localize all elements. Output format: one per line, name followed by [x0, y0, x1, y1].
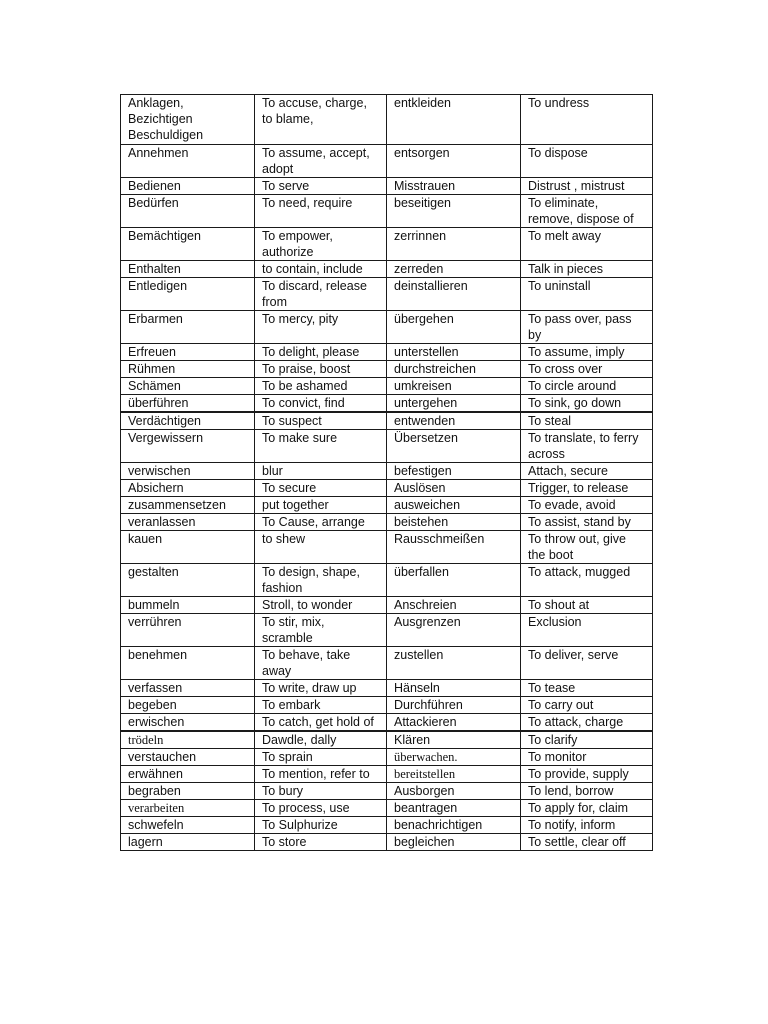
cell-german-verb: durchstreichen: [387, 361, 521, 378]
table-row: [121, 228, 653, 261]
cell-english-meaning: To store: [255, 834, 387, 851]
cell-german-verb: überführen: [121, 395, 255, 413]
cell-german-verb: Absichern: [121, 480, 255, 497]
cell-german-verb: kauen: [121, 531, 255, 564]
cell-german-verb: Durchführen: [387, 697, 521, 714]
cell-german-verb: bereitstellen: [387, 766, 521, 783]
cell-english-meaning: To mention, refer to: [255, 766, 387, 783]
table-row: [121, 412, 653, 430]
cell-english-meaning: To bury: [255, 783, 387, 800]
cell-german-verb: begleichen: [387, 834, 521, 851]
cell-german-verb: Vergewissern: [121, 430, 255, 463]
table-row: [121, 564, 653, 597]
cell-german-verb: Auslösen: [387, 480, 521, 497]
table-row: [121, 311, 653, 344]
cell-english-meaning: To translate, to ferry across: [521, 430, 653, 463]
cell-german-verb: überfallen: [387, 564, 521, 597]
cell-german-verb: Enthalten: [121, 261, 255, 278]
table-row: [121, 597, 653, 614]
cell-english-meaning: To embark: [255, 697, 387, 714]
cell-german-verb: benachrichtigen: [387, 817, 521, 834]
cell-english-meaning: To convict, find: [255, 395, 387, 413]
cell-german-verb: ausweichen: [387, 497, 521, 514]
table-row: [121, 514, 653, 531]
cell-english-meaning: To throw out, give the boot: [521, 531, 653, 564]
table-row: [121, 531, 653, 564]
table-row: [121, 783, 653, 800]
cell-german-verb: Entledigen: [121, 278, 255, 311]
cell-english-meaning: put together: [255, 497, 387, 514]
cell-english-meaning: To attack, mugged: [521, 564, 653, 597]
cell-english-meaning: Trigger, to release: [521, 480, 653, 497]
cell-german-verb: erwähnen: [121, 766, 255, 783]
cell-english-meaning: To settle, clear off: [521, 834, 653, 851]
cell-german-verb: Anschreien: [387, 597, 521, 614]
cell-english-meaning: To notify, inform: [521, 817, 653, 834]
cell-german-verb: beseitigen: [387, 195, 521, 228]
table-row: [121, 430, 653, 463]
cell-english-meaning: To serve: [255, 178, 387, 195]
table-row: [121, 697, 653, 714]
cell-english-meaning: To stir, mix, scramble: [255, 614, 387, 647]
cell-english-meaning: To accuse, charge, to blame,: [255, 95, 387, 145]
cell-german-verb: Bedürfen: [121, 195, 255, 228]
cell-english-meaning: Dawdle, dally: [255, 731, 387, 749]
cell-english-meaning: To pass over, pass by: [521, 311, 653, 344]
table-row: [121, 145, 653, 178]
table-row: [121, 731, 653, 749]
cell-german-verb: verwischen: [121, 463, 255, 480]
cell-english-meaning: To assume, imply: [521, 344, 653, 361]
table-row: [121, 714, 653, 732]
cell-english-meaning: To Sulphurize: [255, 817, 387, 834]
cell-english-meaning: Distrust , mistrust: [521, 178, 653, 195]
cell-english-meaning: To make sure: [255, 430, 387, 463]
cell-german-verb: gestalten: [121, 564, 255, 597]
cell-english-meaning: To delight, please: [255, 344, 387, 361]
cell-english-meaning: To monitor: [521, 749, 653, 766]
cell-german-verb: entwenden: [387, 412, 521, 430]
table-row: [121, 817, 653, 834]
cell-german-verb: Attackieren: [387, 714, 521, 732]
table-row: [121, 95, 653, 145]
table-row: [121, 614, 653, 647]
cell-english-meaning: To be ashamed: [255, 378, 387, 395]
cell-german-verb: zusammensetzen: [121, 497, 255, 514]
cell-german-verb: Schämen: [121, 378, 255, 395]
cell-german-verb: Klären: [387, 731, 521, 749]
cell-german-verb: untergehen: [387, 395, 521, 413]
cell-english-meaning: To tease: [521, 680, 653, 697]
table-row: [121, 680, 653, 697]
table-row: [121, 766, 653, 783]
cell-german-verb: übergehen: [387, 311, 521, 344]
cell-english-meaning: To empower, authorize: [255, 228, 387, 261]
cell-english-meaning: Talk in pieces: [521, 261, 653, 278]
cell-german-verb: entsorgen: [387, 145, 521, 178]
cell-english-meaning: Stroll, to wonder: [255, 597, 387, 614]
cell-english-meaning: To steal: [521, 412, 653, 430]
cell-english-meaning: To write, draw up: [255, 680, 387, 697]
cell-german-verb: befestigen: [387, 463, 521, 480]
cell-english-meaning: To uninstall: [521, 278, 653, 311]
cell-german-verb: überwachen.: [387, 749, 521, 766]
table-row: [121, 344, 653, 361]
cell-german-verb: Rühmen: [121, 361, 255, 378]
cell-german-verb: veranlassen: [121, 514, 255, 531]
cell-german-verb: umkreisen: [387, 378, 521, 395]
cell-english-meaning: To clarify: [521, 731, 653, 749]
table-row: [121, 395, 653, 413]
cell-english-meaning: To assist, stand by: [521, 514, 653, 531]
cell-english-meaning: To assume, accept, adopt: [255, 145, 387, 178]
cell-english-meaning: To sink, go down: [521, 395, 653, 413]
cell-german-verb: begeben: [121, 697, 255, 714]
table-row: [121, 178, 653, 195]
table-row: [121, 497, 653, 514]
cell-german-verb: zerreden: [387, 261, 521, 278]
cell-german-verb: Misstrauen: [387, 178, 521, 195]
cell-english-meaning: To undress: [521, 95, 653, 145]
cell-english-meaning: To behave, take away: [255, 647, 387, 680]
cell-english-meaning: To Cause, arrange: [255, 514, 387, 531]
cell-german-verb: Verdächtigen: [121, 412, 255, 430]
cell-german-verb: unterstellen: [387, 344, 521, 361]
cell-english-meaning: To need, require: [255, 195, 387, 228]
cell-english-meaning: to shew: [255, 531, 387, 564]
table-row: [121, 463, 653, 480]
cell-german-verb: Rausschmeißen: [387, 531, 521, 564]
cell-english-meaning: Exclusion: [521, 614, 653, 647]
vocabulary-table: [120, 94, 653, 851]
cell-english-meaning: To cross over: [521, 361, 653, 378]
table-row: [121, 378, 653, 395]
cell-english-meaning: To eliminate, remove, dispose of: [521, 195, 653, 228]
cell-english-meaning: To catch, get hold of: [255, 714, 387, 732]
cell-german-verb: beantragen: [387, 800, 521, 817]
cell-english-meaning: To secure: [255, 480, 387, 497]
cell-english-meaning: Attach, secure: [521, 463, 653, 480]
cell-german-verb: zerrinnen: [387, 228, 521, 261]
table-row: [121, 361, 653, 378]
table-row: [121, 834, 653, 851]
cell-german-verb: verstauchen: [121, 749, 255, 766]
cell-english-meaning: To suspect: [255, 412, 387, 430]
cell-english-meaning: To attack, charge: [521, 714, 653, 732]
cell-german-verb: verrühren: [121, 614, 255, 647]
vocabulary-table-body: [121, 95, 653, 851]
cell-german-verb: Bemächtigen: [121, 228, 255, 261]
cell-english-meaning: To lend, borrow: [521, 783, 653, 800]
cell-german-verb: Übersetzen: [387, 430, 521, 463]
cell-german-verb: Ausborgen: [387, 783, 521, 800]
cell-english-meaning: To design, shape, fashion: [255, 564, 387, 597]
cell-english-meaning: To discard, release from: [255, 278, 387, 311]
cell-english-meaning: To process, use: [255, 800, 387, 817]
cell-german-verb: schwefeln: [121, 817, 255, 834]
cell-german-verb: Ausgrenzen: [387, 614, 521, 647]
table-row: [121, 480, 653, 497]
cell-german-verb: lagern: [121, 834, 255, 851]
table-row: [121, 261, 653, 278]
cell-german-verb: benehmen: [121, 647, 255, 680]
table-row: [121, 647, 653, 680]
cell-english-meaning: To evade, avoid: [521, 497, 653, 514]
cell-german-verb: erwischen: [121, 714, 255, 732]
cell-english-meaning: blur: [255, 463, 387, 480]
cell-german-verb: deinstallieren: [387, 278, 521, 311]
cell-english-meaning: To deliver, serve: [521, 647, 653, 680]
cell-german-verb: Erbarmen: [121, 311, 255, 344]
cell-english-meaning: To apply for, claim: [521, 800, 653, 817]
cell-english-meaning: To provide, supply: [521, 766, 653, 783]
cell-german-verb: verfassen: [121, 680, 255, 697]
cell-german-verb: Hänseln: [387, 680, 521, 697]
cell-english-meaning: To carry out: [521, 697, 653, 714]
cell-german-verb: trödeln: [121, 731, 255, 749]
cell-english-meaning: To mercy, pity: [255, 311, 387, 344]
table-row: [121, 749, 653, 766]
cell-german-verb: Bedienen: [121, 178, 255, 195]
cell-german-verb: bummeln: [121, 597, 255, 614]
cell-german-verb: Annehmen: [121, 145, 255, 178]
cell-english-meaning: To circle around: [521, 378, 653, 395]
cell-german-verb: beistehen: [387, 514, 521, 531]
cell-english-meaning: To sprain: [255, 749, 387, 766]
cell-german-verb: verarbeiten: [121, 800, 255, 817]
cell-german-verb: zustellen: [387, 647, 521, 680]
cell-german-verb: entkleiden: [387, 95, 521, 145]
cell-german-verb: Erfreuen: [121, 344, 255, 361]
cell-english-meaning: to contain, include: [255, 261, 387, 278]
cell-english-meaning: To praise, boost: [255, 361, 387, 378]
cell-english-meaning: To dispose: [521, 145, 653, 178]
cell-english-meaning: To melt away: [521, 228, 653, 261]
cell-english-meaning: To shout at: [521, 597, 653, 614]
table-row: [121, 800, 653, 817]
cell-german-verb: begraben: [121, 783, 255, 800]
table-row: [121, 278, 653, 311]
table-row: [121, 195, 653, 228]
cell-german-verb: Anklagen, Bezichtigen Beschuldigen: [121, 95, 255, 145]
